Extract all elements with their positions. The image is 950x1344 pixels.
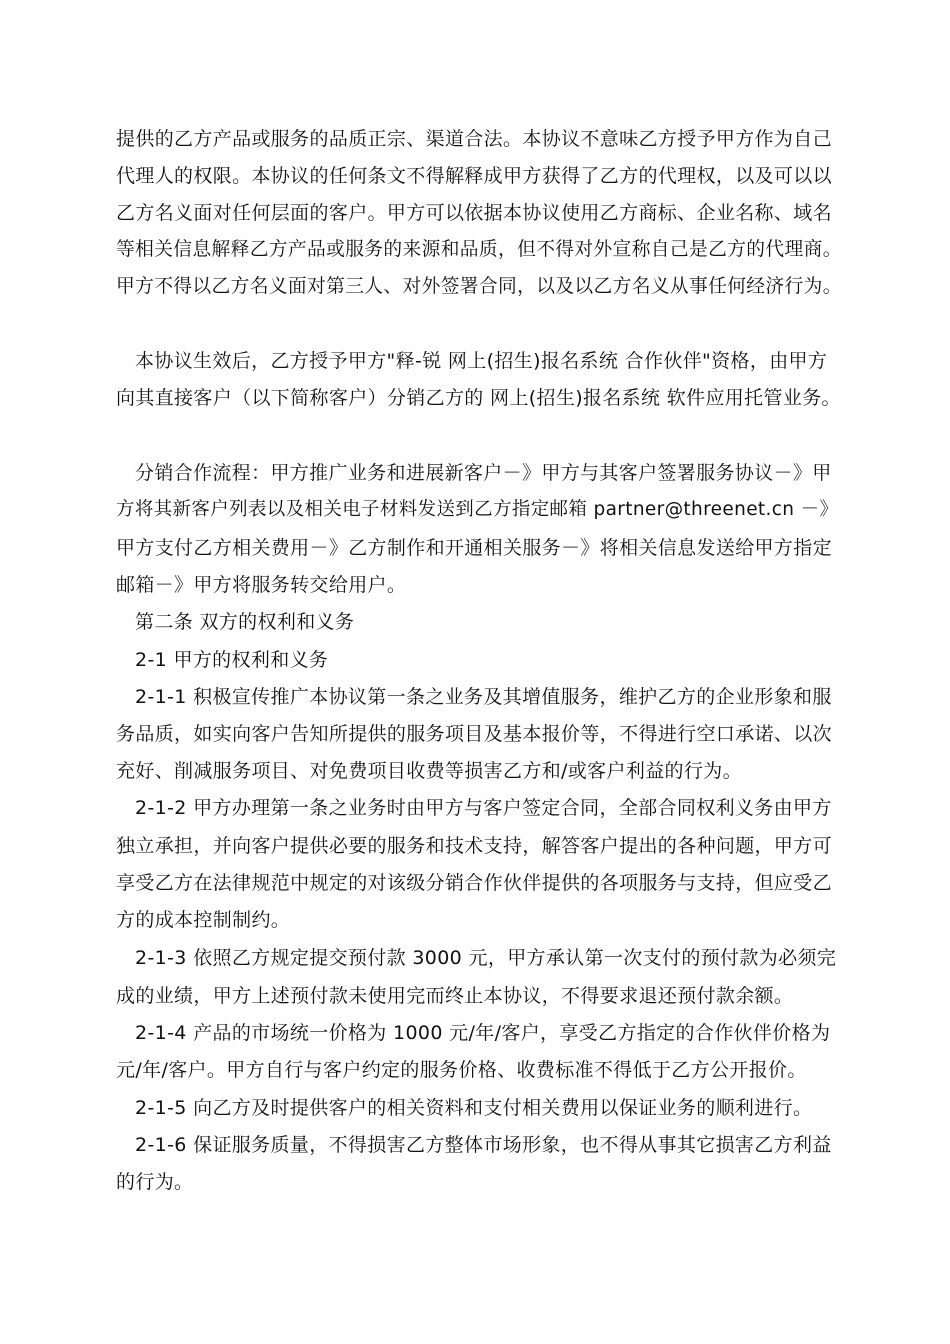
text-line: 2-1-1 积极宣传推广本协议第一条之业务及其增值服务，维护乙方的企业形象和服 <box>135 686 832 708</box>
subsection-heading: 2-1 甲方的权利和义务 <box>135 649 329 671</box>
text-line: 方的成本控制制约。 <box>116 909 291 931</box>
text-line: 充好、削减服务项目、对免费项目收费等损害乙方和/或客户利益的行为。 <box>116 760 742 782</box>
text-line: 的行为。 <box>116 1171 194 1193</box>
text-line: 享受乙方在法律规范中规定的对该级分销合作伙伴提供的各项服务与支持，但应受乙 <box>116 872 832 894</box>
text-line: 向其直接客户（以下简称客户）分销乙方的 网上(招生)报名系统 软件应用托管业务。 <box>116 387 841 409</box>
text-line: 成的业绩，甲方上述预付款未使用完而终止本协议，不得要求退还预付款余额。 <box>116 985 794 1007</box>
text-line: 本协议生效后，乙方授予甲方"释-锐 网上(招生)报名系统 合作伙伴"资格，由甲方 <box>135 350 828 372</box>
text-line: 甲方不得以乙方名义面对第三人、对外签署合同，以及以乙方名义从事任何经济行为。 <box>116 276 842 297</box>
text-line: 2-1-5 向乙方及时提供客户的相关资料和支付相关费用以保证业务的顺利进行。 <box>135 1097 813 1119</box>
text-line: 分销合作流程：甲方推广业务和进展新客户－》甲方与其客户签署服务协议－》甲 <box>135 462 832 484</box>
text-line: 提供的乙方产品或服务的品质正宗、渠道合法。本协议不意味乙方授予甲方作为自己 <box>116 128 832 150</box>
text-line: 务品质，如实向客户告知所提供的服务项目及基本报价等，不得进行空口承诺、以次 <box>116 723 832 745</box>
text-line: 2-1-6 保证服务质量，不得损害乙方整体市场形象，也不得从事其它损害乙方利益 <box>135 1134 832 1156</box>
text-line: 代理人的权限。本协议的任何条文不得解释成甲方获得了乙方的代理权，以及可以以 <box>116 165 832 187</box>
text-line: 独立承担，并向客户提供必要的服务和技术支持，解答客户提出的各种问题，甲方可 <box>116 835 832 857</box>
text-line: 邮箱－》甲方将服务转交给用户。 <box>116 574 407 596</box>
text-line: 元/年/客户。甲方自行与客户约定的服务价格、收费标准不得低于乙方公开报价。 <box>116 1059 807 1081</box>
section-heading: 第二条 双方的权利和义务 <box>135 611 355 633</box>
text-line: 2-1-3 依照乙方规定提交预付款 3000 元，甲方承认第一次支付的预付款为必须完 <box>135 947 837 969</box>
text-line: 甲方支付乙方相关费用－》乙方制作和开通相关服务－》将相关信息发送给甲方指定 <box>116 537 832 559</box>
text-line: 等相关信息解释乙方产品或服务的来源和品质，但不得对外宣称自己是乙方的代理商。 <box>116 239 842 260</box>
text-line: 2-1-4 产品的市场统一价格为 1000 元/年/客户，享受乙方指定的合作伙伴价格为 <box>135 1022 831 1044</box>
text-line: 乙方名义面对任何层面的客户。甲方可以依据本协议使用乙方商标、企业名称、域名 <box>116 202 832 224</box>
text-line: 方将其新客户列表以及相关电子材料发送到乙方指定邮箱 partner@threenet.cn －》 <box>116 499 839 520</box>
text-line: 2-1-2 甲方办理第一条之业务时由甲方与客户签定合同，全部合同权利义务由甲方 <box>135 797 832 819</box>
